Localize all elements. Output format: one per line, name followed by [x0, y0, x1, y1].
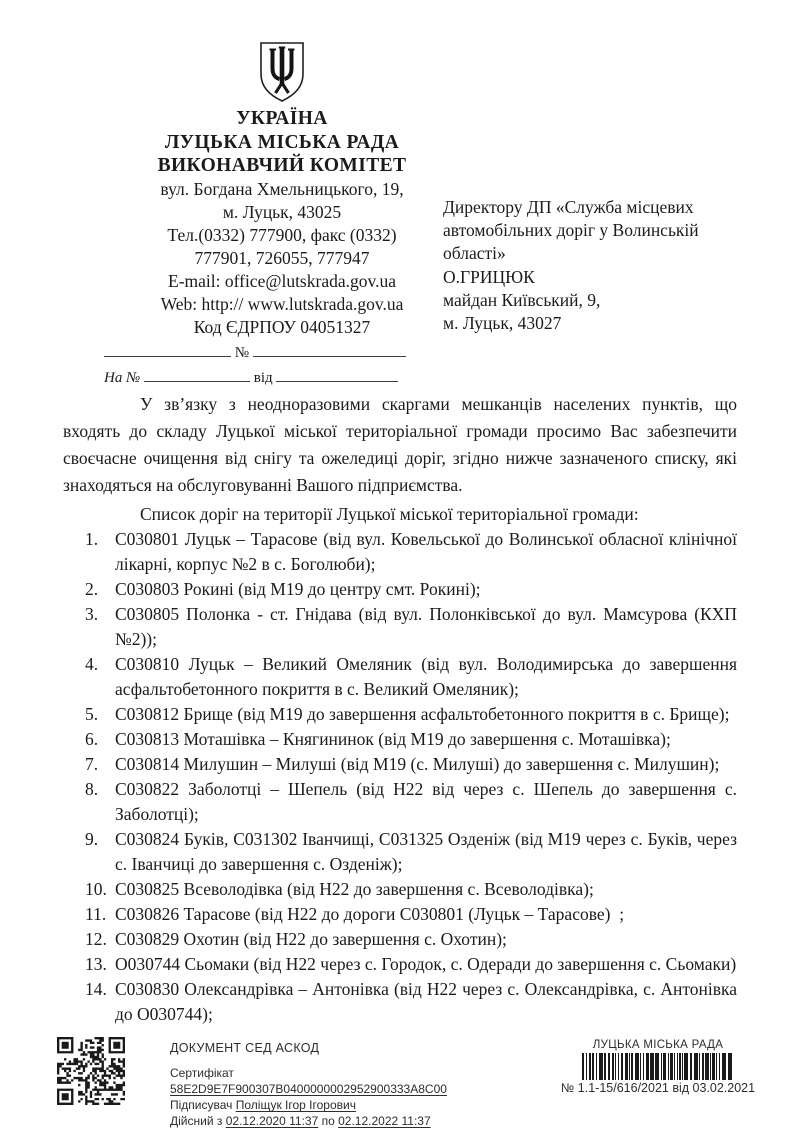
- signature-certificate-block: [170, 1040, 500, 1129]
- item-number: 9.: [85, 829, 99, 849]
- certificate-label: Сертифікат: [170, 1066, 234, 1080]
- validity-line: [170, 1113, 500, 1129]
- road-list-title: Список доріг на території Луцької міської територіальної громади:: [140, 504, 639, 524]
- letterhead-phone-2: 777901, 726055, 777947: [194, 247, 370, 268]
- addressee-line: м. Луцьк, 43027: [443, 313, 562, 334]
- addressee-line: Директору ДП «Служба місцевих: [443, 197, 694, 217]
- signer-name: Поліщук Ігор Ігорович: [235, 1098, 356, 1112]
- item-number: 8.: [85, 779, 99, 799]
- item-text: С030825 Всеволодівка (від Н22 до завершення с. Всеволодівка);: [115, 879, 594, 899]
- certificate-number: 58E2D9E7F900307B0400000002952900333A8C00: [170, 1082, 447, 1096]
- item-number: 4.: [85, 654, 99, 674]
- item-text: С030830 Олександрівка – Антонівка (від Н22 через с. Олександрівка, с. Антонівка до О030744);: [115, 979, 737, 1024]
- valid-label: Дійсний з: [170, 1114, 223, 1128]
- item-text: С030812 Брище (від М19 до завершення асфальтобетонного покриття в с. Брище);: [115, 704, 730, 724]
- qr-code: [57, 1037, 125, 1105]
- road-list-item: [63, 952, 737, 977]
- signer-label: Підписувач: [170, 1098, 233, 1112]
- valid-to-date: 02.12.2022 11:37: [338, 1114, 431, 1128]
- item-number: 1.: [85, 529, 99, 549]
- item-text: С030826 Тарасове (від Н22 до дороги С030801 (Луцьк – Тарасове) ;: [115, 904, 625, 924]
- intro-paragraph: У зв’язку з неодноразовими скаргами мешканців населених пунктів, що входять до складу Луцької міської територіальної громади просимо Вас забезпечити своєчасне очищення від снігу та ожеледиці доріг, згідно нижче зазначеного списку, які знаходяться на обслуговуванні Вашого підприємства.: [63, 394, 737, 495]
- item-number: 13.: [85, 954, 107, 974]
- road-list: [63, 527, 737, 1027]
- road-list-item: [63, 977, 737, 1027]
- letterhead-phone-1: Тел.(0332) 777900, факс (0332): [167, 224, 397, 245]
- doc-system-label: ДОКУМЕНТ СЕД АСКОД: [170, 1041, 320, 1055]
- number-label: №: [234, 345, 250, 362]
- road-list-item: [63, 927, 737, 952]
- reply-label: На №: [104, 370, 141, 387]
- item-number: 2.: [85, 579, 99, 599]
- ukraine-trident-icon: [247, 40, 317, 106]
- valid-from-date: 02.12.2020 11:37: [225, 1114, 319, 1128]
- addressee-line: майдан Київський, 9,: [443, 289, 601, 310]
- stamp-org-name: ЛУЦЬКА МІСЬКА РАДА: [592, 1039, 724, 1051]
- valid-to-label: по: [321, 1114, 335, 1128]
- addressee-line: автомобільних доріг у Волинській: [443, 220, 699, 241]
- blank-line: [276, 369, 398, 382]
- item-number: 10.: [85, 879, 107, 899]
- letterhead-web: Web: http:// www.lutskrada.gov.ua: [160, 293, 404, 314]
- road-list-item: [63, 702, 737, 727]
- coat-of-arms-emblem: [104, 40, 460, 106]
- item-number: 11.: [85, 904, 107, 924]
- letterhead: [104, 40, 460, 387]
- road-list-item: [63, 527, 737, 577]
- blank-line: [253, 344, 406, 357]
- item-text: О030744 Сьомаки (від Н22 через с. Городок, с. Одеради до завершення с. Сьомаки): [115, 954, 737, 974]
- addressee-name: О.ГРИЦЮК: [443, 266, 535, 287]
- barcode: [582, 1053, 734, 1080]
- letterhead-email: E-mail: office@lutskrada.gov.ua: [168, 270, 396, 291]
- letterhead-street: вул. Богдана Хмельницького, 19,: [160, 178, 404, 199]
- addressee-line: області»: [443, 243, 506, 264]
- road-list-item: [63, 902, 737, 927]
- road-list-item: [63, 827, 737, 877]
- blank-line: [104, 344, 231, 357]
- letterhead-edrpou: Код ЄДРПОУ 04051327: [193, 317, 371, 338]
- item-text: С030810 Луцьк – Великий Омеляник (від вул. Володимирська до завершення асфальтобетонного покриття в с. Великий Омеляник);: [115, 654, 737, 699]
- addressee-block: [443, 196, 748, 335]
- item-text: С030805 Полонка - ст. Гнідава (від вул. Полонківської до вул. Мамсурова (КХП №2));: [115, 604, 737, 649]
- road-list-item: [63, 877, 737, 902]
- letterhead-country: УКРАЇНА: [236, 108, 328, 129]
- letterhead-committee: ВИКОНАВЧИЙ КОМІТЕТ: [157, 155, 407, 176]
- signer-line: [170, 1097, 500, 1113]
- letterhead-council: ЛУЦЬКА МІСЬКА РАДА: [164, 131, 400, 153]
- item-text: С030803 Рокині (від М19 до центру смт. Рокині);: [115, 579, 481, 599]
- reply-number-line: [104, 369, 460, 387]
- date-label: від: [253, 370, 273, 387]
- blank-line: [144, 369, 250, 382]
- item-number: 12.: [85, 929, 107, 949]
- road-list-item: [63, 652, 737, 702]
- item-number: 14.: [85, 979, 107, 999]
- item-number: 3.: [85, 604, 99, 624]
- outgoing-number-line: [104, 344, 460, 362]
- road-list-item: [63, 752, 737, 777]
- item-text: С030824 Буків, С031302 Іванчищі, С031325 Озденіж (від М19 через с. Буків, через с. Іванчиці до завершення с. Озденіж);: [115, 829, 737, 874]
- item-text: С030822 Заболотці – Шепель (від Н22 від через с. Шепель до завершення с. Заболотці);: [115, 779, 737, 824]
- registration-stamp: [558, 1038, 758, 1096]
- letterhead-city: м. Луцьк, 43025: [222, 201, 342, 222]
- item-number: 5.: [85, 704, 99, 724]
- item-number: 6.: [85, 729, 99, 749]
- item-text: С030829 Охотин (від Н22 до завершення с. Охотин);: [115, 929, 507, 949]
- item-text: С030813 Моташівка – Княгининок (від М19 до завершення с. Моташівка);: [115, 729, 671, 749]
- road-list-item: [63, 577, 737, 602]
- road-list-item: [63, 602, 737, 652]
- letter-body: [63, 391, 737, 1027]
- item-text: С030801 Луцьк – Тарасове (від вул. Ковельської до Волинської обласної клінічної лікарні, корпус №2 в с. Боголюби);: [115, 529, 737, 574]
- registration-number: № 1.1-15/616/2021 від 03.02.2021: [560, 1081, 756, 1095]
- road-list-item: [63, 777, 737, 827]
- item-number: 7.: [85, 754, 99, 774]
- road-list-item: [63, 727, 737, 752]
- item-text: С030814 Милушин – Милуші (від М19 (с. Милуші) до завершення с. Милушин);: [115, 754, 720, 774]
